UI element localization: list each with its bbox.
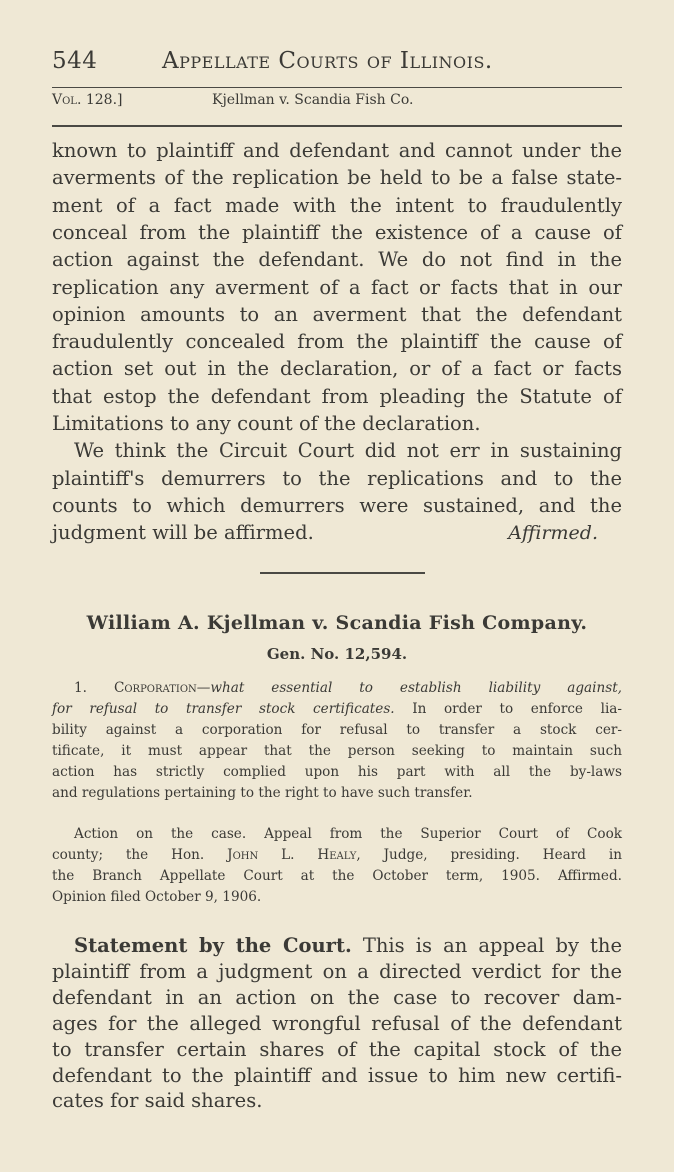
statement-line: defendant to the plaintiff and issue to him new certifi- <box>52 1063 622 1087</box>
page-number: 544 <box>52 48 98 74</box>
statement-line: cates for said shares. <box>52 1089 263 1113</box>
running-head <box>52 48 622 80</box>
headnote-italic: what essential to establish liability against, <box>210 680 622 696</box>
opinion-line: judgment will be affirmed. <box>52 521 314 545</box>
disposition: Affirmed. <box>508 522 598 544</box>
section-divider <box>260 572 425 574</box>
volume-label: Vol. 128.] <box>52 92 123 108</box>
procedural-text: Judge, presiding. Heard in <box>383 847 622 863</box>
opinion-line: fraudulently concealed from the plaintiff the cause of <box>52 330 622 354</box>
headnote-line: tificate, it must appear that the person seeking to maintain such <box>52 743 622 759</box>
statement-line: plaintiff from a judgment on a directed verdict for the <box>52 959 622 983</box>
opinion-line: plaintiff's demurrers to the replications and to the <box>52 466 622 490</box>
headnote-text: In order to enforce lia- <box>412 701 622 717</box>
headnote-topic: Corporation <box>113 680 197 696</box>
opinion-line: counts to which demurrers were sustained, and the <box>52 493 622 517</box>
statement-line: ages for the alleged wrongful refusal of the defendant <box>52 1011 622 1035</box>
header-rule-bottom <box>52 125 622 127</box>
header-rule-top <box>52 87 622 88</box>
headnote-line: action has strictly complied upon his part with all the by-laws <box>52 764 622 780</box>
running-title: Appellate Courts of Illinois. <box>162 48 493 74</box>
opinion-line: conceal from the plaintiff the existence of a cause of <box>52 220 622 244</box>
statement-line: defendant in an action on the case to recover dam- <box>52 985 622 1009</box>
procedural-line: Opinion filed October 9, 1906. <box>52 889 262 905</box>
headnote-line: 1. Corporation—what essential to establish liability against, <box>74 680 622 696</box>
case-title: William A. Kjellman v. Scandia Fish Company. <box>86 612 588 634</box>
opinion-line: that estop the defendant from pleading the Statute of <box>52 384 622 408</box>
opinion-line: ment of a fact made with the intent to fraudulently <box>52 193 622 217</box>
headnote-line: and regulations pertaining to the right to have such transfer. <box>52 785 473 801</box>
procedural-line: Action on the case. Appeal from the Superior Court of Cook <box>74 826 622 842</box>
procedural-text: county; the Hon. <box>52 847 205 863</box>
opinion-line: known to plaintiff and defendant and cannot under the <box>52 139 622 162</box>
statement-line: to transfer certain shares of the capital stock of the <box>52 1037 622 1061</box>
opinion-line: action set out in the declaration, or of a fact or facts <box>52 357 622 381</box>
opinion-line: opinion amounts to an averment that the defendant <box>52 302 622 326</box>
headnote-line: bility against a corporation for refusal to transfer a stock cer- <box>52 722 622 738</box>
statement-heading: Statement by the Court. <box>74 934 352 957</box>
statement-text: This is an appeal by the <box>362 934 622 957</box>
general-number: Gen. No. 12,594. <box>266 645 408 663</box>
headnote-italic: for refusal to transfer stock certificates. <box>52 701 395 717</box>
opinion-line: action against the defendant. We do not find in the <box>52 248 622 272</box>
opinion-line: Limitations to any count of the declaration. <box>52 412 481 435</box>
statement-line <box>74 934 622 962</box>
opinion-line: averments of the replication be held to be a false state- <box>52 166 622 190</box>
procedural-line <box>52 847 622 868</box>
procedural-line: the Branch Appellate Court at the October term, 1905. Affirmed. <box>52 868 622 884</box>
opinion-line: replication any averment of a fact or facts that in our <box>52 275 622 299</box>
headnote-number: 1. <box>74 680 87 696</box>
case-short-title: Kjellman v. Scandia Fish Co. <box>212 92 414 108</box>
headnote-line <box>52 701 622 722</box>
opinion-line: We think the Circuit Court did not err in sustaining <box>74 439 622 463</box>
judge-name: John L. Healy, <box>227 847 361 863</box>
